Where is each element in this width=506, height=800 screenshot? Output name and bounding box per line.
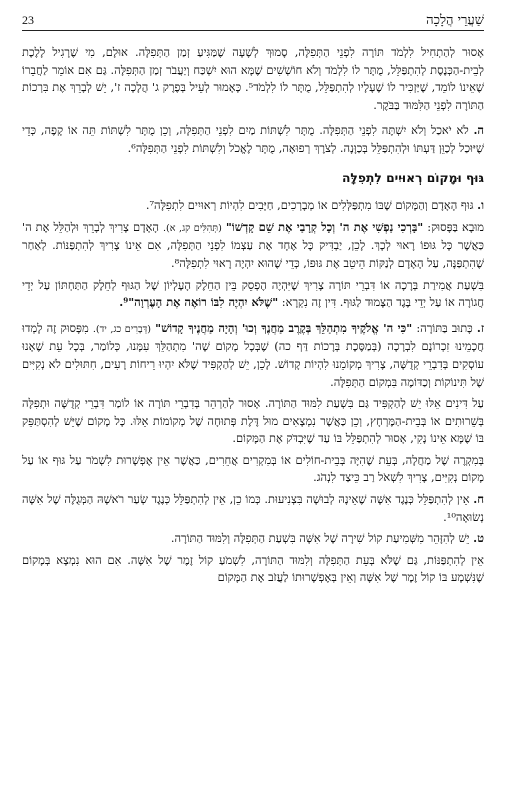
running-header: [22, 8, 484, 31]
paragraph-text: בִּשְׁעַת אֲמִירַת בְּרָכָה אוֹ דִּבְרֵי תּוֹרָה צָרִיךְ שֶׁיִּהְיֶה הֶפְסֵק בֵּין הַחֵלֶק הָעֶלְיוֹן שֶׁל הַגּוּף לְחֵלֶק הַתַּחְתּוֹן עַל יְדֵי חֲגוֹרָה אוֹ עַל יְדֵי בֶּגֶד הַצָּמוּד לַגּוּף. דִּין זֶה נִקְרָא:: [22, 277, 484, 310]
paragraph-text: יֵשׁ לְהִזָּהֵר מִשְּׁמִיעַת קוֹל שִׁירָה שֶׁל אִשָּׁה בִּשְׁעַת הַתְּפִלָּה וְלִמּוּד הַתּוֹרָה.: [170, 531, 470, 546]
verse-intro: כָּתוּב בַּתּוֹרָה:: [416, 320, 473, 335]
quoted-rule: "שֶׁלֹּא יִהְיֶה לִבּוֹ רוֹאֶה אֶת הָעֶרְוָה"⁹.: [119, 295, 279, 310]
paragraph-label: ח.: [473, 492, 485, 507]
paragraph: עַל דִּינִים אֵלּוּ יֵשׁ לְהַקְפִּיד גַּם בִּשְׁעַת לִמּוּד הַתּוֹרָה. אָסוּר לְהַרְהֵר בְּדִבְרֵי תּוֹרָה אוֹ לוֹמַר דִּבְרֵי קְדֻשָּׁה וּתְפִלָּה בְּשֵׁרוּתִים אוֹ בְּבֵית-הַמֶּרְחָץ, וְכֵן כַּאֲשֶׁר נִמְצָאִים מוּל דֶּלֶת פְּתוּחָה שֶׁל מְקוֹמוֹת אֵלּוּ. כָּל מָקוֹם שֶׁיֵּשׁ לְהִסְתַּפֵּק בּוֹ שֶׁמָּא אֵינוֹ נָקִי, אָסוּר לְהִתְפַּלֵּל בּוֹ עַד שֶׁיִּבְדֹּק אֶת הַמָּקוֹם.: [22, 396, 484, 446]
book-title: שַׁעֲרֵי הֲלָכָה: [426, 13, 484, 28]
paragraph-h: [22, 122, 484, 157]
verse-source: (דְּבָרִים כג, יד).: [92, 323, 152, 335]
verse-quote: "כִּי ה' אֱלֹקֶיךָ מִתְהַלֵּךְ בְּקֶרֶב מַחֲנֶךָ וְכוּ' וְהָיָה מַחֲנֶיךָ קָדוֹשׁ": [155, 320, 413, 335]
section-heading: גּוּף וּמָקוֹם רְאוּיִים לִתְפִלָּה: [341, 170, 484, 185]
paragraph-v2: [22, 219, 484, 273]
paragraph-text: הָאָדָם צָרִיךְ לְבָרֵךְ וּלְהַלֵּל אֶת ה' כַּאֲשֶׁר כָּל גּוּפוֹ רָאוּי לְכָךְ. לָכֵן, יַבְדִּיק כָּל אֶחָד אֶת עַצְמוֹ לִפְנֵי הַתְּפִלָּה, אִם אֵינוֹ צָרִיךְ לְהִתְפַּנּוֹת. לְאַחַר שֶׁהִתְפַּנָּה, עַל הָאָדָם לְנַקּוֹת הֵיטֵב אֶת גּוּפוֹ, כְּדֵי שֶׁהוּא יִהְיֶה רָאוּי לִתְפִלָּה⁸.: [22, 219, 484, 270]
paragraph: בְּמִקְרֶה שֶׁל מַחֲלָה, בְּעֵת שֶׁהִיָּה בְּבֵית-חוֹלִים אוֹ בְּמִקְרִים אֲחֵרִים, כַּאֲשֶׁר אֵין אֶפְשָׁרוּת לִשְׁמֹר עַל גּוּף אוֹ עַל מָקוֹם נְקִיִּים, צָרִיךְ לִשְׁאֹל רַב כֵּיצַד לִנְהֹג.: [22, 452, 484, 485]
paragraph-label: ו.: [477, 198, 484, 213]
verse-intro: מוּבָא בַּפָּסוּק:: [427, 219, 485, 234]
paragraph-label: ה.: [473, 123, 484, 138]
paragraph-v: [22, 197, 484, 215]
paragraph-label: ט.: [473, 531, 484, 546]
paragraph-text: מִפָּסוּק זֶה לָמְדוּ חֲכָמֵינוּ זִכְרוֹנָם לִבְרָכָה (בְּמַסֶּכֶת בְּרָכוֹת דַּף כה) שֶׁבְּכָל מָקוֹם שֶׁה' מִתְהַלֵּךְ עִמָּנוּ, כְּלוֹמַר, בְּכָל עֵת שֶׁאָנוּ עוֹסְקִים בְּדִבְרֵי קְדֻשָּׁה, צָרִיךְ מְקוֹמֵנוּ לִהְיוֹת קָדוֹשׁ. לָכֵן, יֵשׁ לְהַקְפִּיד שֶׁלֹּא יִהְיוּ רֵיחוֹת רָעִים, חִתּוּלִים לֹא נְקִיִּים שֶׁל תִּינוֹקוֹת וְכַדּוֹמֶה בִּמְקוֹם הַתְּפִלָּה.: [22, 320, 484, 389]
paragraph-text: אֵין לְהִתְפַּלֵּל כְּנֶגֶד אִשָּׁה שֶׁאֵינָהּ לְבוּשָׁה בִּצְנִיעוּת. כְּמוֹ כֵן, אֵין לְהִתְפַּלֵּל כְּנֶגֶד שְׂעַר רֹאשָׁהּ הַמְּגֻלֶּה שֶׁל אִשָּׁה נְשׂוּאָה¹⁰.: [22, 492, 484, 524]
verse-quote: "בָּרְכִי נַפְשִׁי אֶת ה' וְכָל קְרָבַי אֶת שֵׁם קָדְשׁוֹ": [225, 219, 424, 234]
paragraph-text: לֹא יֹאכַל וְלֹא יִשְׁתֶּה לִפְנֵי הַתְּפִלָּה. מֻתָּר לִשְׁתּוֹת מַיִם לִפְנֵי הַתְּפִלָּה, וְכֵן מֻתָּר לִשְׁתּוֹת תֵּה אוֹ קָפֶה, כְּדֵי שֶׁיּוּכַל לְכַוֵּן דַּעְתּוֹ וּלְהִתְפַּלֵּל בְּכַוָּנָה. לְצֹרֶךְ רְפוּאָה, מֻתָּר לֶאֱכֹל וְלִשְׁתּוֹת לִפְנֵי הַתְּפִלָּה⁶.: [22, 123, 484, 155]
paragraph: אָסוּר לְהַתְחִיל לִלְמֹד תּוֹרָה לִפְנֵי הַתְּפִלָּה, סָמוּךְ לְשָׁעָה שֶׁמַּגִּיעַ זְמַן הַתְּפִלָּה. אוּלָם, מִי שֶׁרָגִיל לָלֶכֶת לְבֵית-הַכְּנֶסֶת לְהִתְפַּלֵּל, מֻתָּר לוֹ לִלְמֹד וְלֹא חוֹשְׁשִׁים שֶׁמָּא הוּא יִשְׁכַּח וְיַעֲבֹר זְמַן הַתְּפִלָּה. גַּם אִם אוֹמֵר לַחֲבֵרוֹ שֶׁאֵינוֹ לוֹמֵד, שֶׁיַּזְכִּיר לוֹ שֶׁעָלָיו לְהִתְפַּלֵּל, מֻתָּר לוֹ לִלְמֹד⁵. כָּאָמוּר לְעֵיל בְּפֶרֶק ג' הֲלָכָה ז', יֵשׁ לְבָרֵךְ אֶת בִּרְכוֹת הַתּוֹרָה לִפְנֵי הַלִּמּוּד בַּבֹּקֶר.: [22, 45, 484, 112]
paragraph: אֵין לְהִתְפַּנּוֹת, גַּם שֶׁלֹּא בְּעֵת הַתְּפִלָּה וְלִמּוּד הַתּוֹרָה, לִשְׁמֹעַ קוֹל זֶמֶר שֶׁל אִשָּׁה. אִם הוּא נִמְצָא בְּמָקוֹם שֶׁנִּשְׁמָע בּוֹ קוֹל זֶמֶר שֶׁל אִשָּׁה וְאֵין בְּאֶפְשָׁרוּתוֹ לַעֲזֹב אֶת הַמָּקוֹם: [22, 552, 484, 585]
paragraph-label: ז.: [476, 320, 485, 335]
paragraph-z: [22, 320, 484, 391]
verse-source: (תְּהִלִּים קג, א).: [163, 222, 222, 234]
paragraph-t: [22, 530, 484, 548]
paragraph-v3: [22, 277, 484, 312]
page-number: 23: [22, 13, 34, 27]
page-body: [22, 44, 484, 796]
paragraph-ch: [22, 491, 484, 526]
paragraph-text: גּוּף הָאָדָם וְהַמָּקוֹם שֶׁבּוֹ מִתְפַּלְּלִים אוֹ מְבָרְכִים, חַיָּבִים לִהְיוֹת רְאוּיִים לִתְפִלָּה⁷.: [145, 198, 474, 213]
